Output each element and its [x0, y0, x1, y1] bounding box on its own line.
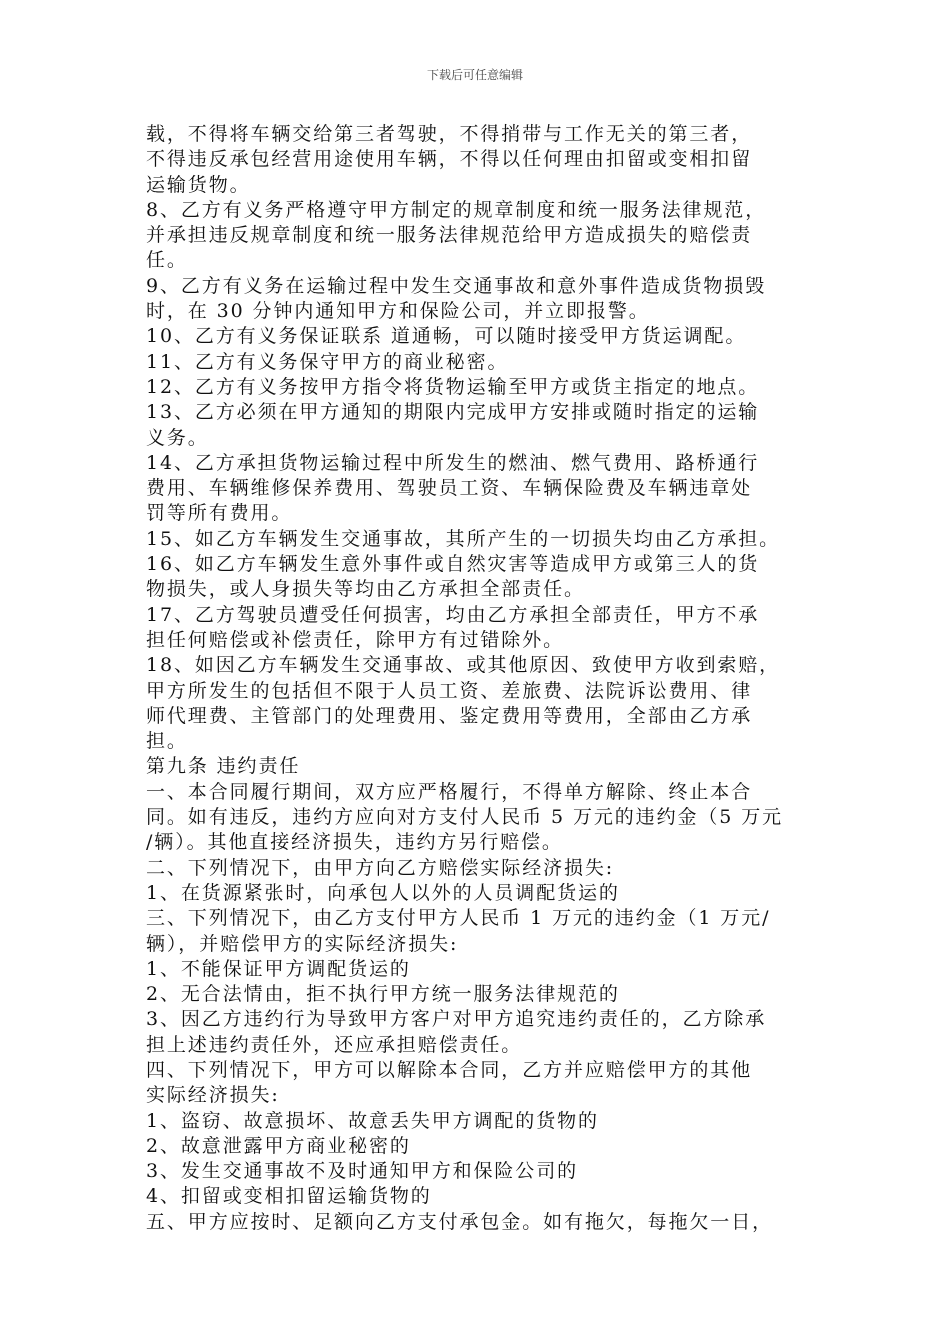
text-line: 五、甲方应按时、足额向乙方支付承包金。如有拖欠，每拖欠一日， [146, 1210, 774, 1233]
text-line: 三、下列情况下，由乙方支付甲方人民币 1 万元的违约金（1 万元/ [146, 907, 771, 930]
text-line: 费用、车辆维修保养费用、驾驶员工资、车辆保险费及车辆违章处 [146, 477, 753, 500]
text-line: 担。 [146, 730, 188, 753]
text-line: /辆）。其他直接经济损失，违约方另行赔偿。 [146, 831, 563, 854]
text-line: 任。 [146, 249, 188, 272]
text-line: 11、乙方有义务保守甲方的商业秘密。 [146, 350, 509, 373]
text-line: 担上述违约责任外，还应承担赔偿责任。 [146, 1033, 523, 1056]
text-line: 9、乙方有义务在运输过程中发生交通事故和意外事件造成货物损毁 [146, 274, 767, 297]
text-line: 四、下列情况下，甲方可以解除本合同，乙方并应赔偿甲方的其他 [146, 1058, 753, 1081]
text-line: 1、盗窃、故意损坏、故意丢失甲方调配的货物的 [146, 1109, 599, 1132]
text-line: 二、下列情况下，由甲方向乙方赔偿实际经济损失: [146, 856, 615, 879]
text-line: 实际经济损失: [146, 1084, 280, 1107]
text-line: 一、本合同履行期间，双方应严格履行，不得单方解除、终止本合 [146, 780, 753, 803]
text-line: 并承担违反规章制度和统一服务法律规范给甲方造成损失的赔偿责 [146, 224, 753, 247]
text-line: 第九条 违约责任 [146, 755, 301, 778]
text-line: 18、如因乙方车辆发生交通事故、或其他原因、致使甲方收到索赔， [146, 654, 781, 677]
text-line: 运输货物。 [146, 173, 251, 196]
text-line: 2、故意泄露甲方商业秘密的 [146, 1134, 411, 1157]
text-line: 甲方所发生的包括但不限于人员工资、差旅费、法院诉讼费用、律 [146, 679, 753, 702]
text-line: 16、如乙方车辆发生意外事件或自然灾害等造成甲方或第三人的货 [146, 553, 760, 576]
text-line: 12、乙方有义务按甲方指令将货物运输至甲方或货主指定的地点。 [146, 375, 760, 398]
text-line: 1、在货源紧张时，向承包人以外的人员调配货运的 [146, 881, 620, 904]
text-line: 义务。 [146, 426, 209, 449]
text-line: 时，在 30 分钟内通知甲方和保险公司，并立即报警。 [146, 300, 650, 323]
text-line: 17、乙方驾驶员遭受任何损害，均由乙方承担全部责任，甲方不承 [146, 603, 760, 626]
text-line: 师代理费、主管部门的处理费用、鉴定费用等费用，全部由乙方承 [146, 704, 753, 727]
text-line: 辆），并赔偿甲方的实际经济损失: [146, 932, 459, 955]
text-line: 4、扣留或变相扣留运输货物的 [146, 1185, 432, 1208]
text-line: 14、乙方承担货物运输过程中所发生的燃油、燃气费用、路桥通行 [146, 451, 760, 474]
text-line: 1、不能保证甲方调配货运的 [146, 957, 411, 980]
text-line: 15、如乙方车辆发生交通事故，其所产生的一切损失均由乙方承担。 [146, 527, 781, 550]
contract-body [146, 122, 816, 1235]
text-line: 不得违反承包经营用途使用车辆，不得以任何理由扣留或变相扣留 [146, 148, 753, 171]
text-line: 13、乙方必须在甲方通知的期限内完成甲方安排或随时指定的运输 [146, 401, 760, 424]
text-line: 8、乙方有义务严格遵守甲方制定的规章制度和统一服务法律规范， [146, 198, 767, 221]
page-header: 下载后可任意编辑 [426, 68, 523, 82]
text-line: 物损失，或人身损失等均由乙方承担全部责任。 [146, 578, 585, 601]
text-line: 10、乙方有义务保证联系 道通畅，可以随时接受甲方货运调配。 [146, 325, 747, 348]
text-line: 担任何赔偿或补偿责任，除甲方有过错除外。 [146, 628, 565, 651]
text-line: 3、发生交通事故不及时通知甲方和保险公司的 [146, 1160, 578, 1183]
text-line: 罚等所有费用。 [146, 502, 293, 525]
text-line: 同。如有违反，违约方应向对方支付人民币 5 万元的违约金（5 万元 [146, 806, 783, 829]
text-line: 载，不得将车辆交给第三者驾驶，不得捎带与工作无关的第三者， [146, 123, 753, 145]
text-line: 3、因乙方违约行为导致甲方客户对甲方追究违约责任的，乙方除承 [146, 1008, 767, 1031]
text-line: 2、无合法情由，拒不执行甲方统一服务法律规范的 [146, 983, 620, 1006]
